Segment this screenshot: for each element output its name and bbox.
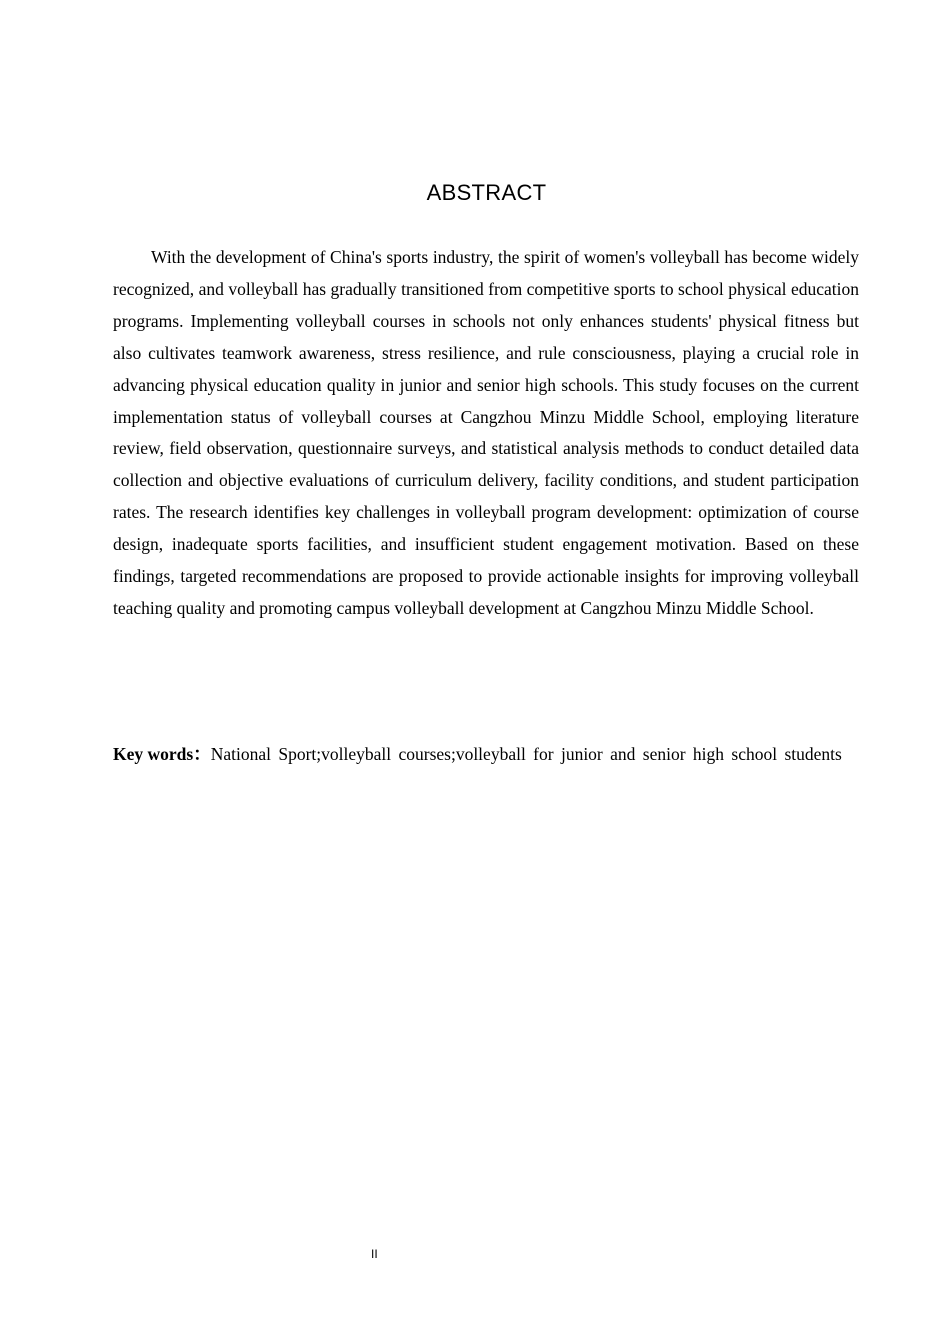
abstract-body: With the development of China's sports industry, the spirit of women's volleyball has become widely recognized, and volleyball has gradually transitioned from competitive sports to school physical education programs. Implementing volleyball courses in schools not only enhances students' physical fitness but also cultivates teamwork awareness, stress resilience, and rule consciousness, playing a crucial role in advancing physical education quality in junior and senior high schools. This study focuses on the current implementation status of volleyball courses at Cangzhou Minzu Middle School, employing literature review, field observation, questionnaire surveys, and statistical analysis methods to conduct detailed data collection and objective evaluations of curriculum delivery, facility conditions, and student participation rates. The research identifies key challenges in volleyball program development: optimization of course design, inadequate sports facilities, and insufficient student engagement motivation. Based on these findings, targeted recommendations are proposed to provide actionable insights for improving volleyball teaching quality and promoting campus volleyball development at Cangzhou Minzu Middle School. <box>113 247 859 618</box>
keywords-line <box>113 742 853 766</box>
keywords-label: Key words： <box>113 744 211 764</box>
keywords-text: National Sport;volleyball courses;volleyball for junior and senior high school students <box>210 744 842 764</box>
abstract-title: ABSTRACT <box>426 180 547 205</box>
page-number: II <box>371 1247 378 1261</box>
